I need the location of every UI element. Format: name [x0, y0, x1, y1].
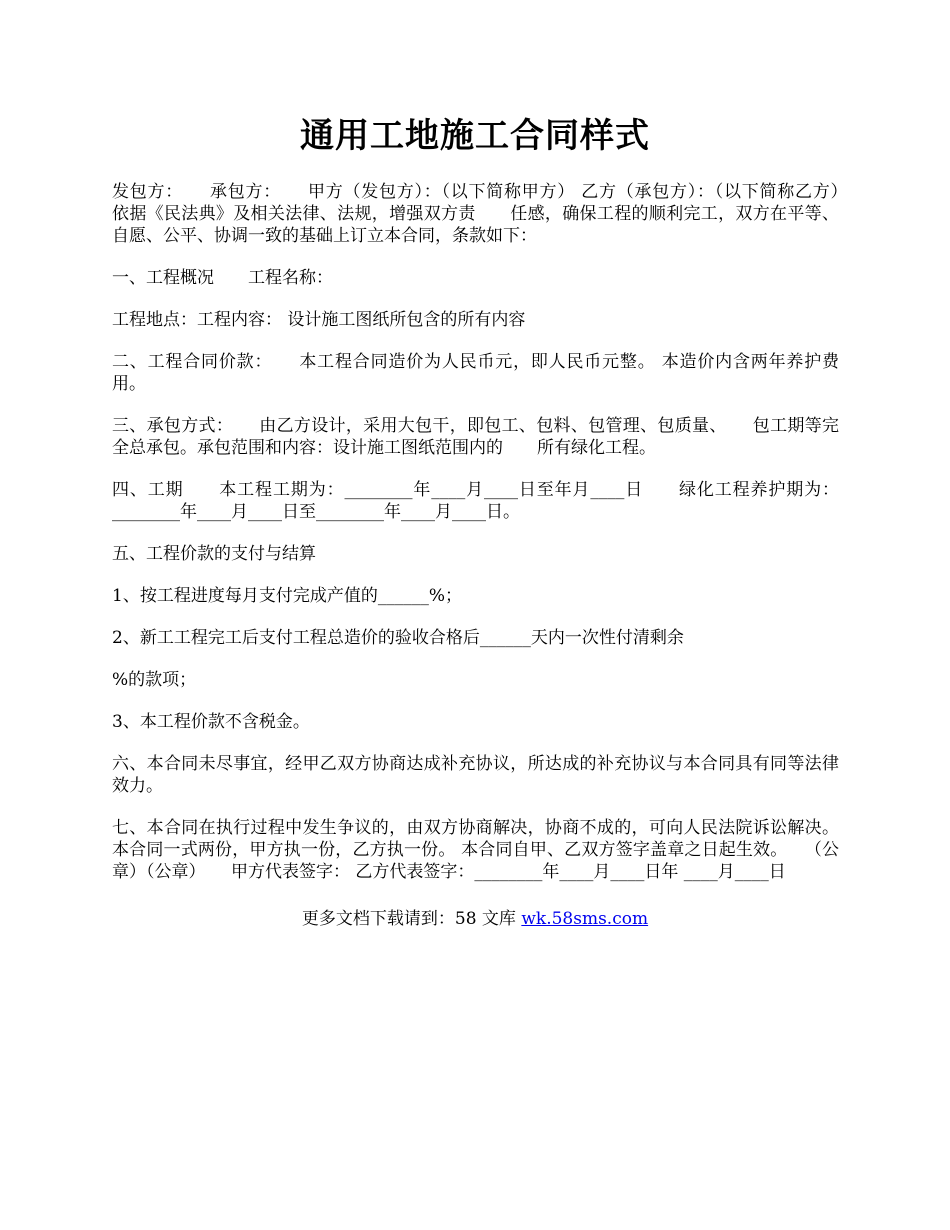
- paragraph-contract-price: 二、工程合同价款： 本工程合同造价为人民币元，即人民币元整。 本造价内含两年养护费用。: [112, 352, 839, 394]
- paragraph-payment-2: 2、新工工程完工后支付工程总造价的验收合格后______天内一次性付清剩余: [112, 628, 684, 648]
- paragraph-payment-heading: 五、工程价款的支付与结算: [112, 544, 316, 564]
- paragraph-payment-2-cont: %的款项；: [112, 670, 197, 690]
- paragraph-payment-1: 1、按工程进度每月支付完成产值的______%；: [112, 586, 462, 606]
- paragraph-disputes-signatures: 七、本合同在执行过程中发生争议的，由双方协商解决，协商不成的，可向人民法院诉讼解决。本合同一式两份，甲方执一份，乙方执一份。 本合同自甲、乙双方签字盖章之日起生效。 （公章）（公章） 甲方代表签字： 乙方代表签字：________年____月____日年 ____月____日: [112, 818, 839, 882]
- footer-link[interactable]: wk.58sms.com: [521, 909, 649, 929]
- document-title: 通用工地施工合同样式: [300, 116, 650, 156]
- paragraph-project-overview: 一、工程概况 工程名称：: [112, 268, 333, 288]
- paragraph-contracting-method: 三、承包方式： 由乙方设计，采用大包干，即包工、包料、包管理、包质量、 包工期等完全总承包。承包范围和内容：设计施工图纸范围内的 所有绿化工程。: [112, 416, 839, 458]
- footer: [0, 907, 950, 931]
- paragraph-schedule: 四、工期 本工程工期为：________年____月____日至年月____日 绿化工程养护期为：________年____月____日至________年____月____日。: [112, 480, 839, 522]
- paragraph-payment-3: 3、本工程价款不含税金。: [112, 712, 310, 732]
- paragraph-project-location: 工程地点：工程内容： 设计施工图纸所包含的所有内容: [112, 310, 526, 330]
- paragraph-intro: 发包方： 承包方： 甲方（发包方）：（以下简称甲方） 乙方（承包方）：（以下简称乙方） 依据《民法典》及相关法律、法规，增强双方责 任感，确保工程的顺利完工，双方在平等、自愿、公平、协调一致的基础上订立本合同，条款如下：: [112, 182, 873, 246]
- paragraph-supplement: 六、本合同未尽事宜，经甲乙双方协商达成补充协议，所达成的补充协议与本合同具有同等法律效力。: [112, 754, 839, 796]
- document-body: [112, 181, 873, 903]
- footer-text: 更多文档下载请到：58 文库: [301, 909, 522, 929]
